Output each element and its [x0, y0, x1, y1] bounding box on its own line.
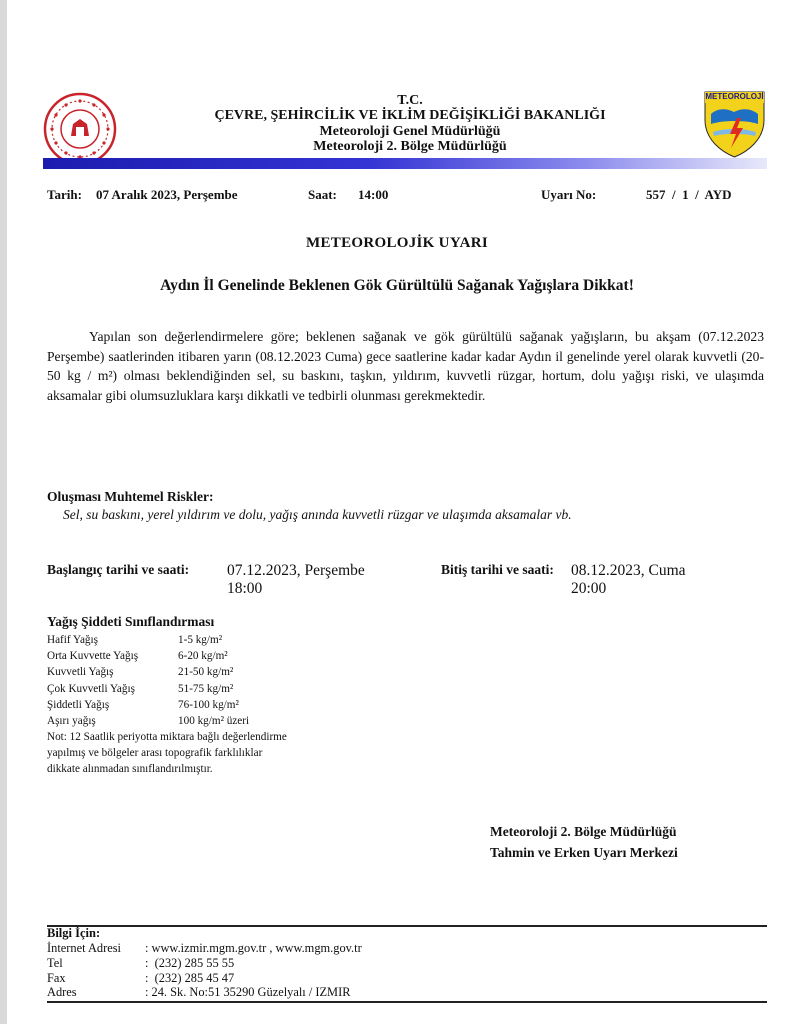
classification-name: Orta Kuvvette Yağış — [47, 650, 139, 663]
document-title: METEOROLOJİK UYARI — [306, 235, 488, 251]
contact-value: : 24. Sk. No:51 35290 Güzelyalı / IZMIR — [145, 985, 351, 1000]
time-label: Saat: — [308, 187, 337, 202]
logo-text: METEOROLOJİ — [705, 92, 764, 101]
classification-value: 1-5 kg/m² — [178, 634, 223, 646]
end-time: 20:00 — [571, 580, 607, 597]
classification-row — [47, 681, 249, 697]
signature-directorate: Meteoroloji 2. Bölge Müdürlüğü — [490, 824, 677, 839]
date-label: Tarih: — [47, 187, 82, 202]
info-title: Bilgi İçin: — [47, 926, 101, 940]
contact-value: : (232) 285 45 47 — [145, 970, 235, 985]
contact-row — [47, 941, 362, 956]
warning-no-label: Uyarı No: — [541, 187, 597, 202]
page-left-edge — [0, 0, 7, 1024]
classification-name: Çok Kuvvetli Yağış — [47, 682, 135, 695]
date-value: 07 Aralık 2023, Perşembe — [96, 187, 238, 202]
contact-value: : (232) 285 55 55 — [145, 955, 235, 970]
classification-note-line: Not: 12 Saatlik periyotta miktara bağlı değerlendirme — [47, 731, 287, 743]
contact-row — [47, 985, 362, 1000]
end-date: 08.12.2023, Cuma — [571, 562, 686, 579]
footer-divider-bottom — [47, 1001, 767, 1003]
contact-info — [47, 941, 362, 1000]
classification-value: 100 kg/m² üzeri — [178, 715, 250, 728]
warning-body — [47, 327, 764, 405]
header-regional-directorate: Meteoroloji 2. Bölge Müdürlüğü — [313, 139, 507, 154]
contact-row — [47, 971, 362, 986]
contact-value: : www.izmir.mgm.gov.tr , www.mgm.gov.tr — [145, 941, 362, 955]
classification-row — [47, 648, 249, 664]
start-label: Başlangıç tarihi ve saati: — [47, 562, 190, 577]
classification-value: 21-50 kg/m² — [178, 666, 234, 679]
classification-row — [47, 697, 249, 713]
end-label: Bitiş tarihi ve saati: — [441, 562, 554, 577]
header-color-bar — [43, 158, 767, 169]
classification-value: 76-100 kg/m² — [178, 698, 239, 711]
classification-value: 51-75 kg/m² — [178, 682, 234, 695]
classification-name: Kuvvetli Yağış — [47, 666, 114, 679]
classification-note — [47, 729, 347, 778]
warning-body-text: Yapılan son değerlendirmelere göre; beklenen sağanak ve gök gürültülü sağanak yağışların, bu akşam (07.12.2023 Perşembe) saatlerinden itibaren yarın (08.12.2023 Cuma) gece saatlerine kadar kadar Aydın il genelinde yerel olarak kuvvetli (20-50 kg / m²) olması beklendiğinden sel, su baskını, taşkın, yıldırım, kuvvetli rüzgar, hortum, dolu yağışı riski, ve ulaşımda aksamalar gibi olumsuzluklara karşı dikkatli ve tedbirli olunması gerekmektedir. — [47, 329, 764, 403]
classification-row — [47, 632, 249, 648]
contact-label: İnternet Adresi — [47, 941, 121, 955]
ministry-seal-icon — [43, 92, 117, 166]
classification-table — [47, 632, 249, 729]
footer-divider-top — [47, 925, 767, 927]
contact-row — [47, 956, 362, 971]
time-value: 14:00 — [358, 187, 389, 202]
classification-name: Şiddetli Yağış — [47, 698, 110, 711]
contact-label: Fax — [47, 970, 66, 985]
warning-no-value: 557 / 1 / AYD — [646, 187, 732, 202]
classification-name: Hafif Yağış — [47, 634, 98, 646]
risks-label: Oluşması Muhtemel Riskler: — [47, 489, 214, 504]
signature-center: Tahmin ve Erken Uyarı Merkezi — [490, 845, 678, 860]
classification-note-line: dikkate alınmadan sınıflandırılmıştır. — [47, 763, 213, 776]
warning-headline: Aydın İl Genelinde Beklenen Gök Gürültülü Sağanak Yağışlara Dikkat! — [160, 277, 634, 294]
start-date: 07.12.2023, Perşembe — [227, 562, 365, 579]
risks-text: Sel, su baskını, yerel yıldırım ve dolu, yağış anında kuvvetli rüzgar ve ulaşımda aksamalar vb. — [63, 507, 572, 522]
start-time: 18:00 — [227, 580, 263, 597]
classification-note-line: yapılmış ve bölgeler arası topografik farklılıklar — [47, 747, 263, 760]
contact-label: Adres — [47, 985, 77, 1000]
meteoroloji-logo — [703, 90, 766, 158]
header-directorate: Meteoroloji Genel Müdürlüğü — [319, 124, 501, 139]
classification-name: Aşırı yağış — [47, 715, 96, 728]
classification-title: Yağış Şiddeti Sınıflandırması — [47, 614, 215, 629]
classification-value: 6-20 kg/m² — [178, 650, 228, 663]
classification-row — [47, 713, 249, 729]
classification-row — [47, 664, 249, 680]
contact-label: Tel — [47, 955, 63, 970]
header-tc: T.C. — [397, 93, 423, 108]
header-ministry: ÇEVRE, ŞEHİRCİLİK VE İKLİM DEĞİŞİKLİĞİ BAKANLIĞI — [214, 108, 606, 123]
